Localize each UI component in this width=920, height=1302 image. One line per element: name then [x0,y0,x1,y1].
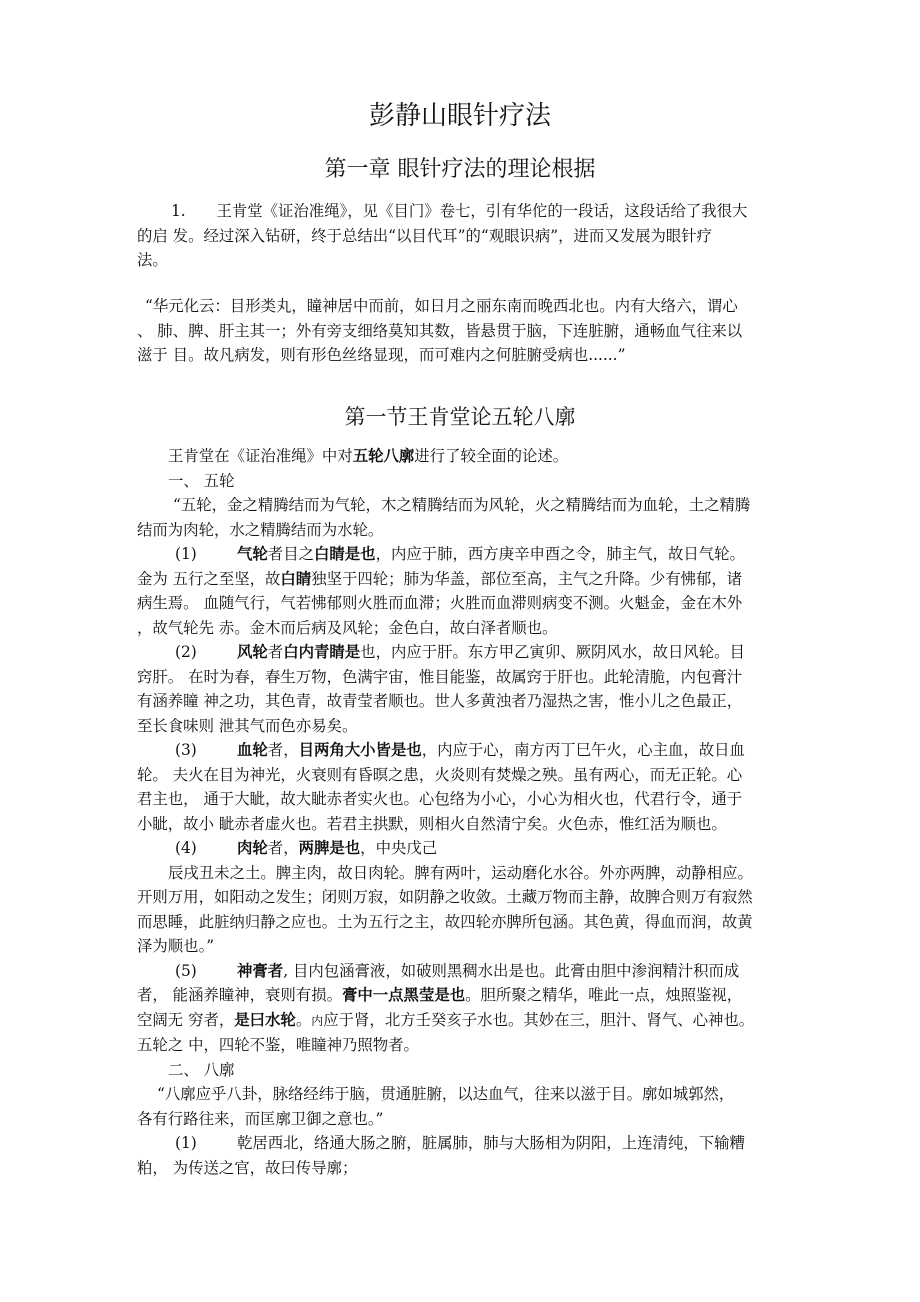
bold-term: 血轮 [237,741,268,759]
bold-term: 目两角大小皆是也 [298,741,422,759]
section-intro [137,444,797,469]
section-heading: 第一节王肯堂论五轮八廓 [344,405,576,429]
item-number: (1) [175,545,197,563]
text-line: “八廓应乎八卦，脉络经纬于脑，贯通脏腑，以达血气，往来以滋于目。廓如城郭然， [157,1085,735,1103]
bold-term: 白睛 [280,569,312,588]
section-body [137,444,797,1180]
text-line: 泽为顺也。” [137,937,215,955]
bold-term: 神膏者 [237,961,284,980]
bold-term: 五轮八廓 [352,447,415,465]
text-run: ，内应于肺，西方庚辛申酉之令，肺主气，故日气轮。 [375,545,745,563]
item-qian-region [137,1131,797,1156]
item-number: (5) [175,961,197,980]
item-spirit-paste [137,959,797,984]
text-run: ，内应于心，南方丙丁巳午火，心主血，故日血 [421,741,745,759]
text-run: 。胆所聚之精华，唯此一点，烛照鉴视， [465,986,743,1004]
item-flesh-wheel [137,836,797,861]
item-number: (4) [175,839,197,857]
text-line: “华元化云：目形类丸，瞳神居中而前，如日月之丽东南而晚西北也。内有大络六，谓心 [145,297,738,315]
text-line: 而思睡，此脏纳归静之应也。土为五行之主，故四轮亦脾所包涵。其色黄，得血而润，故黄 [137,912,753,931]
text-run: 者目之 [267,545,314,563]
bold-term: 气轮 [237,545,268,563]
item-number: (1) [175,1134,197,1152]
text-line: 五轮之 中，四轮不鉴，唯瞳神乃照物者。 [137,1036,419,1054]
text-line: “五轮，金之精腾结而为气轮，木之精腾结而为风轮，火之精腾结而为血轮，土之精腾 [173,496,751,514]
text-run: 内 [311,1013,324,1028]
text-run: 应于肾，北方壬癸亥子水也。其妙在三，胆汁、肾气、心神也。 [323,1010,755,1029]
text-run: 空阔无 穷者， [137,1010,235,1029]
text-line: 开则万用，如阳动之发生；闭则万寂，如阴静之收敛。土藏万物而主静，故脾合则万有寂然 [137,888,753,906]
text-run: 独坚于四轮；肺为华盖，部位至高，主气之升降。少有怫郁，诸 [311,569,743,588]
text-line: 结而为肉轮，水之精腾结而为水轮。 [137,520,384,539]
text-line [137,1008,797,1034]
text-line: 滋于 目。故凡病发，则有形色丝络显现，而可难内之何脏腑受病也......” [137,346,626,364]
text-line: 至长食味则 泄其气而色亦易矣。 [137,716,358,735]
chapter-heading: 第一章 眼针疗法的理论根据 [324,157,596,182]
bold-term: 风轮 [237,643,268,661]
text-run: 者， [267,741,299,759]
bold-term: 白睛是也 [313,545,376,563]
text-line: 有涵养瞳 神之功，其色青，故青莹者顺也。世人多黄浊者乃湿热之害，惟小儿之色最正， [137,692,743,710]
bold-term: 是曰水轮 [234,1010,296,1029]
item-qi-wheel [137,542,797,567]
bold-term: 白内青睛是 [283,643,361,661]
text-line: 1. 王肯堂《证治准绳》，见《目门》卷七，引有华佗的一段话，这段话给了我很大 [171,202,748,220]
text-line: 各有行路往来，而匡廓卫御之意也。” [137,1109,384,1128]
hua-tuo-quote [137,294,797,368]
text-run: 者， 能涵养瞳神，衰则有损。 [137,986,342,1004]
text-line: 的启 发。经过深入钻研，终于总结出“以目代耳”的“观眼识病”，进而又发展为眼针疗 [137,226,713,245]
subheading-eight-regions: 二、 八廓 [168,1060,235,1079]
text-run: 王肯堂在《证治准绳》中对 [168,447,353,465]
text-run: ，中央戊己 [360,839,438,857]
bold-term: 两脾是也 [298,839,361,857]
text-line: 法。 [137,251,168,269]
text-run: 也，内应于肝。东方甲乙寅卯、厥阴风水，故日风轮。目 [360,643,745,661]
text-line: 、 肺、脾、肝主其一；外有旁支细络莫知其数，皆悬贯于脑，下连脏腑，通畅血气往来以 [137,321,743,340]
item-wind-wheel [137,640,797,665]
text-run: , 目内包涵膏液，如破则黑稠水出是也。此膏由胆中渗润精汁积而成 [283,961,740,980]
text-run: 金为 五行之至坚，故 [137,569,281,588]
document-title: 彭静山眼针疗法 [368,101,551,131]
text-run: 者， [267,839,299,857]
subheading-five-wheels: 一、 五轮 [168,471,235,490]
text-line: ，故气轮先 赤。金木而后病及风轮；金色白，故白泽者顺也。 [137,618,558,637]
text-run: 者 [267,643,284,661]
text-line [137,983,797,1008]
text-line [137,567,797,592]
text-line: 辰戌丑未之土。脾主肉，故日肉轮。脾有两叶，运动磨化水谷。外亦两脾，动静相应。 [168,863,753,882]
text-run: 乾居西北，络通大肠之腑，脏属肺，肺与大肠相为阴阳，上连清纯，下输糟 [237,1134,745,1152]
item-number: (3) [175,741,197,759]
item-blood-wheel [137,738,797,763]
bold-term: 肉轮 [237,839,268,857]
text-line: 小眦，故小 眦赤者虚火也。若君主拱默，则相火自然清宁矣。火色赤，惟红活为顺也。 [137,814,727,833]
text-run: 。 [295,1010,312,1029]
item-number: (2) [175,643,197,661]
text-line: 病生焉。 血随气行，气若怫郁则火胜而血滞；火胜而血滞则病变不测。火魁金，金在木外 [137,594,743,612]
text-line: 君主也， 通于大眦，故大眦赤者实火也。心包络为小心，小心为相火也，代君行令，通于 [137,790,743,808]
text-line: 窍肝。 在时为春，春生万物，色满宇宙，惟目能鉴，故属窍于肝也。此轮清脆，内包膏汁 [137,667,743,686]
bold-term: 膏中一点黑莹是也 [341,986,466,1004]
text-run: 进行了较全面的论述。 [414,447,569,465]
intro-paragraph [137,199,797,273]
text-line: 轮。 夫火在目为神光，火衰则有昏暝之患，火炎则有焚燥之殃。虽有两心，而无正轮。心 [137,765,743,784]
text-line: 粕， 为传送之官，故曰传导廓； [137,1158,358,1177]
